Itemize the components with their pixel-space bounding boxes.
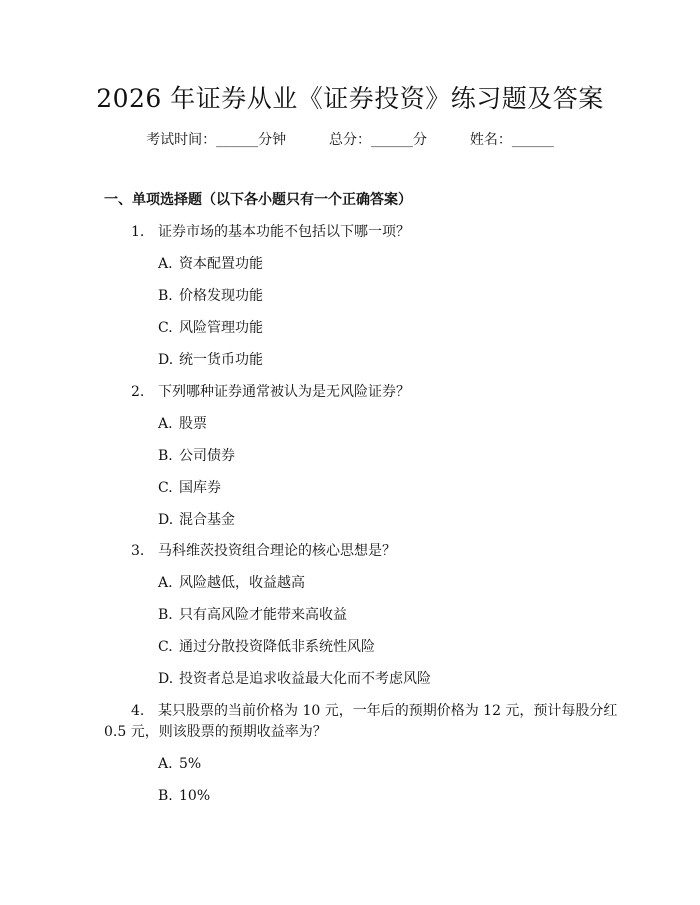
option-letter: D. bbox=[158, 512, 174, 528]
option-letter: B. bbox=[158, 607, 173, 623]
question-number: 1. bbox=[131, 224, 145, 240]
time-unit: 分钟 bbox=[258, 132, 287, 148]
question-text: 下列哪种证券通常被认为是无风险证券？ bbox=[158, 384, 410, 400]
option-text: 统一货币功能 bbox=[179, 352, 263, 368]
question-number: 4. bbox=[131, 703, 145, 719]
option-text: 价格发现功能 bbox=[179, 288, 263, 304]
question-number: 3. bbox=[131, 543, 145, 559]
score-blank: ______ bbox=[371, 132, 413, 148]
option-text: 股票 bbox=[179, 416, 207, 432]
section-title: 一、单项选择题（以下各小题只有一个正确答案） bbox=[104, 192, 412, 208]
option-letter: A. bbox=[158, 256, 173, 272]
option-text: 公司债券 bbox=[179, 448, 235, 464]
option-3d bbox=[158, 669, 431, 689]
option-letter: A. bbox=[158, 416, 173, 432]
question-3 bbox=[131, 541, 396, 561]
score-label: 总分： bbox=[329, 132, 371, 148]
option-2b bbox=[158, 446, 235, 466]
option-1d bbox=[158, 350, 263, 370]
option-letter: D. bbox=[158, 671, 174, 687]
question-text: 某只股票的当前价格为 10 元，一年后的预期价格为 12 元，预计每股分红 bbox=[158, 703, 618, 719]
exam-info-line bbox=[0, 130, 700, 150]
question-number: 2. bbox=[131, 384, 145, 400]
option-text: 风险管理功能 bbox=[179, 320, 263, 336]
option-text: 混合基金 bbox=[179, 512, 235, 528]
option-letter: C. bbox=[158, 320, 173, 336]
document-title: 2026 年证券从业《证券投资》练习题及答案 bbox=[96, 84, 604, 113]
option-letter: D. bbox=[158, 352, 174, 368]
option-1c bbox=[158, 318, 263, 338]
option-text: 只有高风险才能带来高收益 bbox=[179, 607, 347, 623]
option-text: 5% bbox=[179, 756, 202, 772]
option-text: 国库券 bbox=[179, 480, 221, 496]
option-letter: B. bbox=[158, 448, 173, 464]
option-letter: A. bbox=[158, 756, 173, 772]
option-letter: B. bbox=[158, 288, 173, 304]
option-letter: C. bbox=[158, 480, 173, 496]
option-4a bbox=[158, 754, 201, 774]
question-1 bbox=[131, 222, 410, 242]
score-unit: 分 bbox=[413, 132, 427, 148]
option-2c bbox=[158, 478, 221, 498]
option-text: 10% bbox=[179, 788, 211, 804]
question-4-continuation: 0.5 元，则该股票的预期收益率为？ bbox=[104, 724, 327, 740]
option-2a bbox=[158, 414, 207, 434]
time-label: 考试时间： bbox=[146, 132, 217, 148]
option-3a bbox=[158, 573, 305, 593]
question-4 bbox=[131, 701, 617, 721]
option-1a bbox=[158, 254, 263, 274]
option-letter: A. bbox=[158, 575, 173, 591]
option-1b bbox=[158, 286, 263, 306]
option-3b bbox=[158, 605, 347, 625]
option-text: 资本配置功能 bbox=[179, 256, 263, 272]
option-text: 投资者总是追求收益最大化而不考虑风险 bbox=[179, 671, 431, 687]
name-blank: ______ bbox=[511, 132, 554, 148]
option-text: 通过分散投资降低非系统性风险 bbox=[179, 639, 375, 655]
time-blank: ______ bbox=[216, 132, 259, 148]
option-2d bbox=[158, 510, 235, 530]
name-label: 姓名： bbox=[469, 132, 512, 148]
option-letter: B. bbox=[158, 788, 173, 804]
question-text: 证券市场的基本功能不包括以下哪一项？ bbox=[158, 224, 410, 240]
question-2 bbox=[131, 382, 410, 402]
option-3c bbox=[158, 637, 375, 657]
option-text: 风险越低，收益越高 bbox=[179, 575, 305, 591]
question-text: 马科维茨投资组合理论的核心思想是？ bbox=[158, 543, 396, 559]
option-letter: C. bbox=[158, 639, 173, 655]
option-4b bbox=[158, 786, 210, 806]
